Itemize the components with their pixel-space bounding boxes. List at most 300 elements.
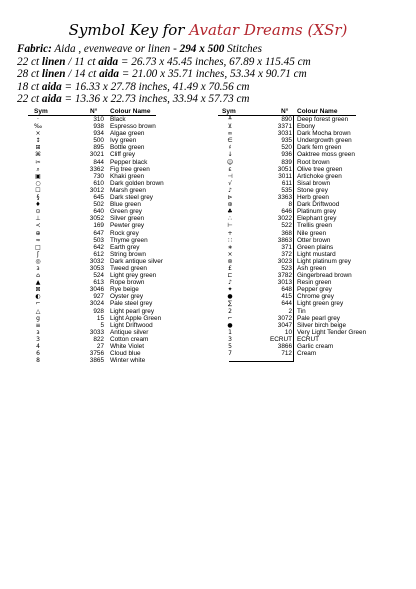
table-divider-vertical [293,116,294,361]
thread-number: 520 [281,144,292,152]
fabric-type: aida [41,80,62,93]
fabric-size-line [17,68,412,81]
color-row [28,322,178,329]
color-row [218,201,378,208]
colour-name: Ebony [297,123,316,131]
thread-number: 3371 [277,123,292,131]
fabric-line [17,43,412,56]
color-row [28,144,178,151]
fabric-label: Fabric: [17,43,52,55]
color-row [218,194,378,201]
color-list-right [218,116,378,357]
colour-name: Light Apple Green [110,314,162,322]
stitch-symbol: 5 [228,343,232,350]
stitch-symbol: ● [227,321,233,329]
colour-name: Light Driftwood [110,321,153,329]
stitch-symbol: 2 [228,307,232,315]
table-divider-horizontal [229,361,294,362]
header-sym: Sym [222,108,236,115]
thread-number: 371 [281,243,292,251]
thread-number: 3053 [89,264,104,272]
thread-number: 523 [281,264,292,272]
stitch-symbol: ↕ [35,137,41,145]
color-row [28,293,178,300]
color-row [28,336,178,343]
title-pattern-name: Avatar Dreams (XSr) [189,21,348,39]
stitch-symbol: ♣ [227,208,233,216]
colour-name: White Violet [110,343,144,350]
colour-name: Root brown [297,158,330,166]
color-row [28,123,178,130]
stitch-symbol: □ [35,243,41,251]
stitch-symbol: 7 [228,350,232,358]
fabric-count-alt: / 11 ct [65,55,99,68]
fabric-type: aida [41,93,62,106]
fabric-count: 28 ct [17,68,42,81]
thread-number: 368 [281,229,292,237]
thread-number: 3052 [89,215,104,223]
thread-number: 647 [93,229,104,237]
color-row [28,230,178,237]
thread-number: 890 [281,116,292,123]
color-row [28,180,178,187]
stitch-symbol: ʃ [36,250,39,258]
colour-name: Light green grey [297,300,344,308]
color-row [218,215,378,222]
header-num: N° [281,108,289,115]
stitch-symbol: × [35,130,41,138]
stitches-label: Stitches [224,43,262,55]
thread-number: 3033 [89,328,104,336]
thread-number: 645 [93,194,104,202]
fabric-dimensions: = 26.73 x 45.45 inches, 67.89 x 115.45 cm [118,55,311,68]
thread-number: 642 [93,243,104,251]
color-row [218,230,378,237]
stitch-symbol: ⊻ [227,123,233,131]
color-row [218,279,378,286]
color-row [218,116,378,123]
stitch-symbol: ≺ [35,222,41,230]
colour-name: Fig tree green [110,165,150,173]
fabric-dimensions: = 21.00 x 35.71 inches, 53.34 x 90.71 cm [118,68,307,81]
colour-name: Green plains [297,243,334,251]
thread-number: 415 [281,293,292,301]
stitch-symbol: 4 [36,343,40,350]
fabric-info [17,43,412,106]
colour-name: Light platinum grey [297,257,351,265]
stitch-symbol: ♯ [228,144,232,152]
colour-name: Silver birch beige [297,321,347,329]
stitch-symbol: g [36,314,40,322]
color-row [218,144,378,151]
thread-number: 27 [96,343,104,350]
color-row [218,286,378,293]
colour-name: Oyster grey [110,293,144,301]
thread-number: 3032 [89,257,104,265]
color-row [28,329,178,336]
color-row [28,300,178,307]
colour-name: Ivy green [110,137,137,145]
thread-number: 648 [281,286,292,294]
stitch-symbol: ⊏ [227,272,233,280]
thread-number: 8 [288,201,292,209]
color-row [28,137,178,144]
color-list-left [28,116,178,364]
color-row [218,166,378,173]
thread-number: 522 [281,222,292,230]
color-row [28,201,178,208]
stitch-symbol: ‰ [33,123,43,131]
colour-name: Deep forest green [297,116,349,123]
color-row [218,237,378,244]
thread-number: 3051 [277,165,292,173]
header-name: Colour Name [297,108,338,115]
fabric-dimensions: = 16.33 x 27.78 inches, 41.49 x 70.56 cm [61,80,250,93]
colour-name: Bottle green [110,144,145,152]
stitch-symbol: ⊚ [227,257,233,265]
color-row [218,180,378,187]
thread-number: 3022 [277,215,292,223]
thread-number: 3024 [89,300,104,308]
color-row [28,343,178,350]
thread-number: 844 [93,158,104,166]
color-row [218,315,378,322]
color-row [28,187,178,194]
stitch-symbol: 1 [228,328,232,336]
colour-name: Dark fern green [297,144,342,152]
color-row [28,279,178,286]
colour-name: Otter brown [297,236,331,244]
thread-number: 839 [281,158,292,166]
colour-name: Rock grey [110,229,139,237]
color-row [218,187,378,194]
colour-name: Oaktree moss green [297,151,355,159]
stitch-symbol: ≈ [35,236,41,244]
color-row [28,237,178,244]
stitch-symbol: ⊠ [35,286,41,294]
stitch-size: 294 x 500 [179,43,225,55]
colour-name: Platinum grey [297,208,337,216]
thread-number: 730 [93,172,104,180]
color-row [218,322,378,329]
color-row [218,336,378,343]
colour-name: Chrome grey [297,293,334,301]
thread-number: 938 [93,123,104,131]
thread-number: 895 [93,144,104,152]
colour-name: Pewter grey [110,222,145,230]
color-row [218,123,378,130]
stitch-symbol: ▲ [35,279,41,287]
stitch-symbol: ∞ [227,130,233,138]
colour-name: Winter white [110,357,146,365]
stitch-symbol: ∑ [227,300,233,308]
stitch-symbol: ⊛ [227,201,233,209]
thread-number: 612 [93,250,104,258]
color-row [28,208,178,215]
colour-name: Undergrowth green [297,137,352,145]
fabric-count: 18 ct [17,80,42,93]
thread-number: 3047 [277,321,292,329]
stitch-symbol: △ [35,307,41,315]
thread-number: 3013 [277,279,292,287]
thread-number: 935 [281,137,292,145]
colour-name: Algae green [110,130,145,138]
stitch-symbol: ✦ [227,286,233,294]
color-row [28,350,178,357]
colour-name: Light pearl grey [110,307,155,315]
thread-number: 503 [93,236,104,244]
color-row [218,258,378,265]
stitch-symbol: ⌂ [36,272,40,280]
stitch-symbol: + [227,229,233,237]
color-row [28,159,178,166]
colour-name: Antique silver [110,328,149,336]
stitch-symbol: ◎ [35,257,41,265]
header-num: N° [90,108,98,115]
thread-number: 3046 [89,286,104,294]
stitch-symbol: √ [228,179,232,187]
stitch-symbol: ◐ [35,293,41,301]
fabric-dimensions: = 13.36 x 22.73 inches, 33.94 x 57.73 cm [61,93,250,106]
thread-number: 3866 [277,343,292,350]
color-row [28,258,178,265]
color-row [218,265,378,272]
stitch-symbol: ∴ [228,215,232,223]
stitch-symbol: ∈ [227,137,233,145]
thread-number: 934 [93,130,104,138]
stitch-symbol: 3 [228,335,232,343]
stitch-symbol: ○ [35,179,41,187]
stitch-symbol: § [36,194,40,202]
colour-name: Cream [297,350,317,358]
thread-number: 3756 [89,350,104,358]
colour-name: Cliff grey [110,151,136,159]
thread-number: 15 [96,314,104,322]
thread-number: 3362 [89,165,104,173]
stitch-symbol: ● [227,293,233,301]
colour-name: Pale steel grey [110,300,153,308]
colour-name: Cloud blue [110,350,141,358]
fabric-size-line [17,93,412,106]
thread-number: 10 [284,328,292,336]
colour-name: Artichoke green [297,172,342,180]
colour-name: Khaki green [110,172,145,180]
thread-number: 936 [281,151,292,159]
stitch-symbol: ⌕ [36,165,40,173]
color-row [28,116,178,123]
colour-name: Pepper grey [297,286,332,294]
colour-name: Earth grey [110,243,140,251]
thread-number: 646 [281,208,292,216]
fabric-size-lines [17,56,412,106]
thread-number: 927 [93,293,104,301]
colour-name: Elephant grey [297,215,337,223]
fabric-type: linen [41,68,66,81]
colour-name: Silver green [110,215,145,223]
stitch-symbol: ♪ [228,186,232,194]
color-row [28,222,178,229]
color-row [218,130,378,137]
fabric-count: 22 ct [17,93,42,106]
colour-name: Tweed green [110,264,147,272]
colour-name: ECRUT [297,335,320,343]
color-row [218,208,378,215]
fabric-type-alt: aida [99,68,119,81]
stitch-symbol: ∷ [228,236,232,244]
thread-number: 535 [281,186,292,194]
thread-number: 3072 [277,314,292,322]
colour-name: Dark antique silver [110,257,163,265]
colour-name: Light mustard [297,250,336,258]
color-row [28,244,178,251]
stitch-symbol: ⊞ [35,144,41,152]
color-row [218,151,378,158]
fabric-type: linen [41,55,66,68]
thread-number: 3031 [277,130,292,138]
title-prefix: Symbol Key for [68,21,185,39]
color-row [218,251,378,258]
stitch-symbol: ▣ [35,172,41,180]
thread-number: 610 [93,179,104,187]
thread-number: 3363 [277,194,292,202]
colour-name: Dark Driftwood [297,201,340,209]
color-row [218,244,378,251]
colour-name: Olive tree green [297,165,343,173]
thread-number: 822 [93,335,104,343]
colour-name: String brown [110,250,146,258]
stitch-symbol: ⌐ [35,300,41,308]
stitch-symbol: ☐ [35,186,41,194]
colour-name: Tin [297,307,306,315]
stitch-symbol: ɜ [36,328,40,336]
stitch-symbol: ⊣ [227,172,233,180]
colour-name: Cotton cream [110,335,149,343]
stitch-symbol: ⊥ [35,215,41,223]
header-name: Colour Name [110,108,151,115]
thread-number: 502 [93,201,104,209]
color-row [28,272,178,279]
stitch-symbol: ɜ [36,264,40,272]
stitch-symbol: ♪ [228,279,232,287]
thread-number: 3023 [277,257,292,265]
fabric-types: Aida , evenweave or linen - [51,43,180,55]
fabric-count: 22 ct [17,55,42,68]
stitch-symbol: ♦ [35,201,41,209]
thread-number: 611 [281,179,292,187]
color-row [28,251,178,258]
thread-number: 5 [100,321,104,329]
stitch-symbol: ≡ [35,321,41,329]
color-row [28,286,178,293]
color-row [28,130,178,137]
fabric-count-alt: / 14 ct [65,68,100,81]
color-row [28,194,178,201]
color-row [218,350,378,357]
stitch-symbol: ⊕ [35,229,41,237]
thread-number: 3865 [89,357,104,365]
colour-name: Light grey green [110,272,157,280]
thread-number: 712 [281,350,292,358]
colour-name: Black [110,116,126,123]
stitch-symbol: ⌘ [35,151,41,159]
color-row [218,272,378,279]
colour-name: Sisal brown [297,179,331,187]
thread-number: 613 [93,279,104,287]
colour-name: Dark Mocha brown [297,130,351,138]
color-row [28,151,178,158]
stitch-symbol: · [37,116,39,123]
thread-number: 310 [93,116,104,123]
colour-name: Very Light Tender Green [297,328,367,336]
color-row [218,222,378,229]
color-row [28,215,178,222]
stitch-symbol: × [227,250,233,258]
thread-number: 644 [281,300,292,308]
colour-name: Nile green [297,229,327,237]
colour-name: Pale pearl grey [297,314,340,322]
color-row [218,173,378,180]
stitch-symbol: ⊢ [227,222,233,230]
thread-number: 928 [93,307,104,315]
fabric-type-alt: aida [98,55,119,68]
thread-number: 2 [288,307,292,315]
color-row [218,293,378,300]
colour-name: Blue green [110,201,141,209]
colour-name: Green grey [110,208,142,216]
colour-name: Thyme green [110,236,148,244]
color-row [28,173,178,180]
stitch-symbol: ⊙ [35,208,41,216]
stitch-symbol: ⌐ [227,314,233,322]
color-row [218,300,378,307]
color-row [218,308,378,315]
color-row [28,308,178,315]
thread-number: 640 [93,208,104,216]
stitch-symbol: ∗ [227,243,233,251]
stitch-symbol: ↓ [227,151,233,159]
stitch-symbol: ☺ [226,158,234,166]
color-row [218,159,378,166]
color-row [218,137,378,144]
color-row [218,329,378,336]
colour-name: Trellis green [297,222,332,230]
colour-name: Herb green [297,194,329,202]
color-row [28,166,178,173]
fabric-size-line [17,56,412,69]
thread-number: 3021 [89,151,104,159]
thread-number: 3012 [89,186,104,194]
thread-number: 169 [93,222,104,230]
stitch-symbol: ⊳ [227,194,233,202]
colour-name: Marsh green [110,186,146,194]
thread-number: 372 [281,250,292,258]
color-row [28,357,178,364]
page-title [0,21,416,39]
colour-name: Ash green [297,264,327,272]
header-sym: Sym [34,108,48,115]
thread-number: 3011 [278,172,292,180]
stitch-symbol: £ [228,264,232,272]
colour-name: Rye beige [110,286,139,294]
stitch-symbol: ✂ [35,158,41,166]
thread-number: 3782 [277,272,292,280]
colour-name: Garlic cream [297,343,334,350]
color-row [28,315,178,322]
colour-name: Espresso brown [110,123,156,131]
colour-name: Pepper black [110,158,148,166]
thread-number: ECRUT [269,335,292,343]
colour-name: Dark steel grey [110,194,153,202]
